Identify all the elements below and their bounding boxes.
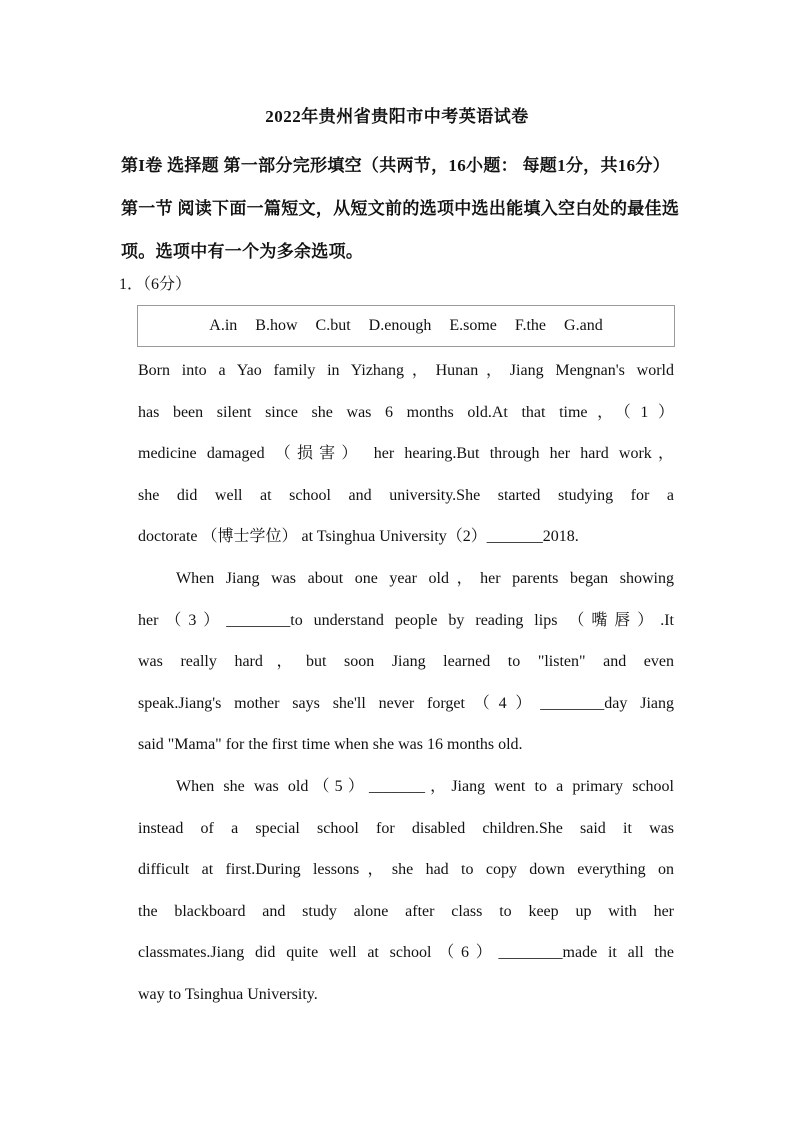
section-instructions: 第I卷 选择题 第一部分完形填空（共两节，16小题： 每题1分，共16分）第一节 阅读下面一篇短文，从短文前的选项中选出能填入空白处的最佳选项。选项中有一个为多余选项。 xyxy=(121,156,680,261)
passage-line: instead of a special school for disabled children.She said it was xyxy=(138,819,674,837)
passage-line: classmates.Jiang did quite well at school（6）________made it all the xyxy=(138,944,674,962)
passage-paragraph xyxy=(138,558,674,766)
option-d: D.enough xyxy=(368,317,432,334)
passage-line: the blackboard and study alone after class to keep up with her xyxy=(138,902,674,920)
passage-line: medicine damaged （损害） her hearing.But through her hard work， xyxy=(138,445,674,463)
options-box xyxy=(137,305,675,347)
passage-line: difficult at first.During lessons，she had to copy down everything on xyxy=(138,861,674,879)
option-g: G.and xyxy=(564,317,603,334)
passage-line: speak.Jiang's mother says she'll never forget（4）________day Jiang xyxy=(138,694,674,712)
question-number: 1．（6分） xyxy=(119,276,192,293)
passage-line: was really hard，but soon Jiang learned to "listen" and even xyxy=(138,653,674,671)
passage-paragraph xyxy=(138,766,674,1016)
passage-line: her（3）________to understand people by reading lips （嘴唇）.It xyxy=(138,611,674,629)
passage-line: doctorate （博士学位） at Tsinghua University（2）_______2018. xyxy=(138,528,579,546)
exam-title: 2022年贵州省贵阳市中考英语试卷 xyxy=(265,107,529,126)
passage-line: Born into a Yao family in Yizhang，Hunan，Jiang Mengnan's world xyxy=(138,362,674,379)
option-e: E.some xyxy=(449,317,497,334)
passage-line: said "Mama" for the first time when she was 16 months old. xyxy=(138,736,523,754)
option-a: A.in xyxy=(209,317,238,334)
option-c: C.but xyxy=(315,317,351,334)
option-f: F.the xyxy=(514,317,547,334)
option-b: B.how xyxy=(255,317,298,334)
passage-line: way to Tsinghua University. xyxy=(138,985,318,1003)
passage-line: When she was old（5）_______，Jiang went to a primary school xyxy=(176,777,674,795)
passage-line: When Jiang was about one year old，her parents began showing xyxy=(176,569,674,587)
passage-paragraph xyxy=(138,350,674,558)
reading-passage xyxy=(138,350,674,1016)
passage-line: she did well at school and university.She started studying for a xyxy=(138,486,674,504)
passage-line: has been silent since she was 6 months old.At that time，（1） xyxy=(138,403,674,421)
